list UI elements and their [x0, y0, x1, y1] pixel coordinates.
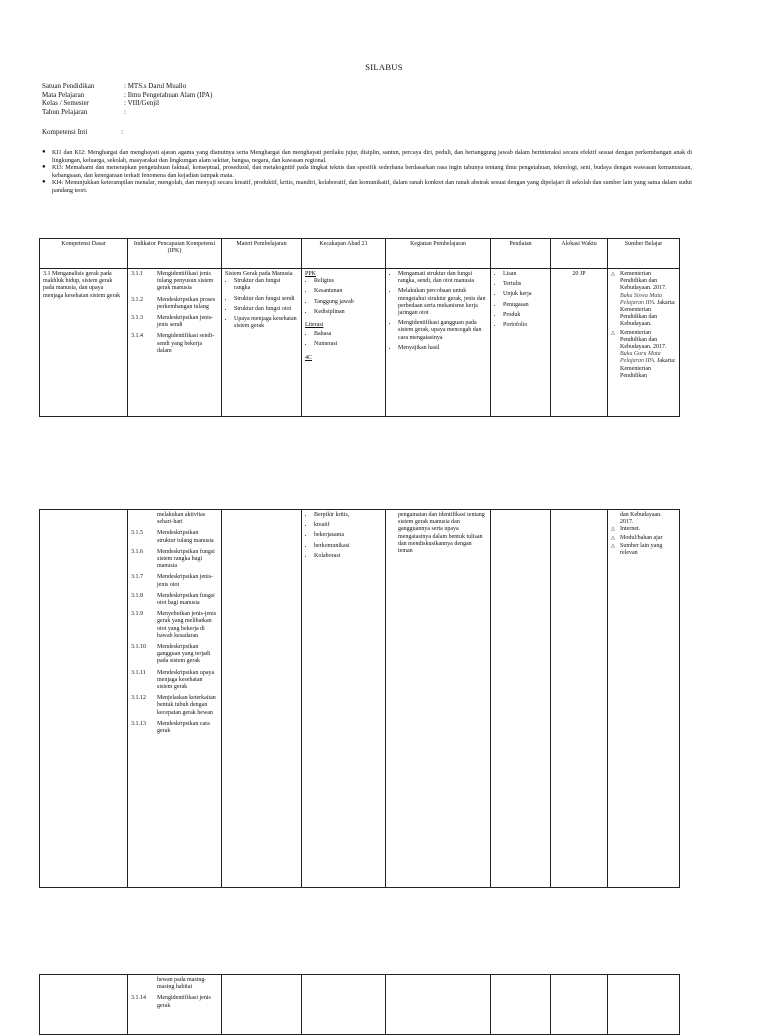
ipk-text: Mendeskripsikan proses perkembangan tulang: [157, 296, 216, 310]
ipk-text: Mendeskripsikan upaya menjaga kesehatan sistem gerak: [157, 669, 215, 691]
kegiatan-cell: [386, 510, 491, 888]
penilaian-list: [494, 271, 547, 329]
info-label: Satuan Pendidikan: [42, 82, 95, 90]
kecakapan-cell: [302, 510, 386, 888]
list-item: • Berpikir kritis,: [314, 512, 382, 519]
source-text: Kementerian Pendidikan dan Kebudayaan. 2017.: [620, 329, 667, 351]
source-text: Kementerian Pendidikan dan Kebudayaan. 2017.: [620, 271, 667, 292]
list-item: • Bahasa: [314, 331, 382, 338]
list-item: • Tertulis: [503, 281, 547, 288]
bullet-icon: ●: [42, 149, 46, 155]
bullet-icon: ●: [42, 179, 46, 186]
list-item: • Struktur dan fungsi sendi: [234, 296, 298, 303]
ki-item: [42, 179, 692, 194]
kd-cell: [40, 975, 128, 1035]
ipk-number: 3.1.2: [131, 296, 143, 303]
source-title: Buku Siswa Mata Pelajaran IPA.: [620, 292, 662, 306]
ipk-continuation: melakukan aktivitas sehari-hari: [157, 512, 206, 526]
ipk-number: 3.1.10: [131, 644, 146, 651]
sumber-cell: [608, 510, 680, 888]
ipk-item: [131, 549, 218, 571]
list-item: • Struktur dan fungsi otot: [234, 306, 298, 313]
penilaian-cell: [491, 510, 551, 888]
ipk-cell: [128, 510, 222, 888]
kecakapan-cell: [302, 269, 386, 417]
source-publisher: Jakarta: Kementerian Pendidikan: [620, 358, 676, 379]
kecakapan-cell: [302, 975, 386, 1035]
ipk-number: 3.1.11: [131, 669, 146, 676]
header-penilaian: Penilaian: [491, 239, 551, 269]
literasi-list: [305, 331, 382, 348]
list-item: • Numerasi: [314, 341, 382, 348]
info-value: : Ilmu Pengetahuan Alam (IPA): [124, 90, 213, 99]
ipk-cell: [128, 975, 222, 1035]
ipk-item: [131, 721, 218, 735]
ipk-text: Mendeskripsikan fungsi sistem rangka bagi manusia: [157, 548, 215, 570]
ipk-number: 3.1.1: [131, 271, 143, 277]
waktu-cell: [551, 510, 608, 888]
list-item: △ Sumber lain yang relevan: [620, 543, 676, 557]
list-item: [620, 271, 676, 329]
table-row: [40, 269, 680, 417]
literasi-title: Literasi: [305, 322, 324, 329]
list-item: • Lisan: [503, 271, 547, 278]
list-item: • berkomunikasi: [314, 543, 382, 550]
ipk-text: Mengidentifikasi sendi-sendi yang bekerja dalam: [157, 333, 215, 354]
ipk-item: [131, 333, 218, 355]
header-ipk: Indikator Pencapaian Kompetensi (IPK): [128, 239, 222, 269]
header-kecakapan: Kecakapan Abad 21: [302, 239, 386, 269]
ipk-number: 3.1.5: [131, 530, 143, 537]
ipk-text: Mendeskripsikan jenis-jenis sendi: [157, 315, 214, 329]
list-item: • bekerjasama: [314, 532, 382, 539]
ipk-number: 3.1.8: [131, 592, 143, 599]
ki-list: [42, 149, 692, 195]
ipk-number: 3.1.9: [131, 611, 143, 618]
list-item: • Kesantunan: [314, 288, 382, 295]
sumber-list: [611, 271, 676, 380]
ki-item-text: KI1 dan KI2: Menghargai dan menghayati ajaran agama yang dianutnya serta Menghargai dan menghayati perilaku jujur, disiplin, santun, percaya diri, peduli, dan bertanggung jawab dalam berinteraksi secara efektif sesuai dengan perkembangan anak di lingkungan, keluarga, sekolah, masyarakat dan lingkungan alam sekitar, bangsa, negara, dan kawasan regional.: [52, 149, 692, 164]
ipk-continuation: hewan pada masing-masing habitat: [157, 977, 207, 991]
ki-item: [42, 149, 692, 164]
header-kd: Kompetensi Dasar: [40, 239, 128, 269]
list-item: • Religius: [314, 278, 382, 285]
ki-heading-colon: :: [121, 128, 124, 136]
ipk-number: 3.1.7: [131, 574, 143, 581]
page-title: SILABUS: [365, 62, 403, 72]
list-item: • Kolaborasi: [314, 553, 382, 560]
ppk-title: PPK: [305, 271, 317, 277]
list-item: • Upaya menjaga kesehatan sistem gerak: [234, 316, 298, 330]
ipk-text: Mendeskripsikan struktur tulang manusia: [157, 530, 214, 544]
list-item: • Mengamati struktur dan fungsi rangka, sendi, dan otot manusia: [398, 271, 487, 285]
ipk-item: [131, 670, 218, 692]
ipk-number: 3.1.3: [131, 315, 143, 322]
c4-list: [305, 512, 382, 560]
ipk-text: Menyebutkan jenis-jenis gerak yang melibatkan otot yang bekerja di bawah kesadaran: [157, 611, 217, 639]
ipk-item: [131, 574, 218, 588]
kd-cell: [40, 510, 128, 888]
syllabus-table-continued-2: [39, 974, 680, 1035]
ipk-text: Mengidentifikasi jenis tulang penyusun sistem gerak manusia: [157, 271, 214, 292]
penilaian-cell: [491, 975, 551, 1035]
ipk-item: [131, 995, 218, 1009]
waktu-cell: 20 JP: [551, 269, 608, 417]
c4-title: 4C: [305, 354, 313, 361]
table-header-row: [40, 239, 680, 269]
penilaian-cell: [491, 269, 551, 417]
list-item: • Menyajikan hasil: [398, 345, 487, 352]
info-value: : VIII/Genjil: [124, 99, 160, 108]
waktu-cell: [551, 975, 608, 1035]
list-item: △ Internet.: [620, 526, 676, 533]
bullet-icon: ●: [42, 164, 46, 171]
list-item: • Mengidentifikasi gangguan pada sistem gerak, upaya mencegah dan cara mengatasinya: [398, 320, 487, 342]
info-label: Tahun Pelajaran: [42, 107, 88, 116]
ki-item: [42, 164, 692, 179]
ipk-number: 3.1.4: [131, 333, 143, 340]
ipk-text: Mendeskripsikan fungsi otot bagi manusia: [157, 592, 215, 607]
kegiatan-list: [389, 271, 487, 352]
source-title: Buku Guru Mata Pelajaran IPA.: [620, 351, 661, 365]
ipk-text: Mendeskripsikan gangguan yang terjadi pada sistem gerak: [157, 644, 211, 665]
ipk-item: [131, 611, 218, 640]
materi-title: Sistem Gerak pada Manusia: [225, 271, 293, 277]
syllabus-table: [39, 238, 680, 417]
info-row-subject: [42, 91, 212, 100]
list-item: • Struktur dan fungsi rangka: [234, 278, 298, 292]
info-value: :: [124, 107, 126, 116]
ipk-item: [131, 315, 218, 329]
ipk-number: 3.1.6: [131, 548, 143, 555]
ppk-list: [305, 278, 382, 316]
ki-heading-label: Kompetensi Inti: [42, 128, 88, 136]
ipk-item: [131, 644, 218, 666]
sumber-cell: [608, 269, 680, 417]
list-item: • Portofolio: [503, 322, 547, 329]
materi-cell: [222, 975, 302, 1035]
header-waktu: Alokasi Waktu: [551, 239, 608, 269]
sumber-continuation: dan Kebudayaan. 2017.: [620, 512, 662, 526]
list-item: △ Modul/bahan ajar: [620, 535, 676, 542]
source-publisher: Jakarta: Kementerian Pendidikan dan Kebudayaan.: [620, 299, 676, 328]
header-materi: Materi Pembelajaran: [222, 239, 302, 269]
sumber-list: [611, 526, 676, 557]
ki-item-text: KI3: Memahami dan menerapkan pengetahuan faktual, konseptual, prosedural, dan metakognitif pada tingkat teknis dan spesifik sederhana berdasarkan rasa ingin tahunya tentang ilmu pengetahuan, teknologi, seni, budaya dengan wawasan kemanusiaan, kebangsaan, dan kenegaraan terkait fenomena dan kejadian tampak mata.: [52, 164, 692, 179]
materi-list: [225, 278, 298, 330]
sumber-cell: [608, 975, 680, 1035]
list-item: [620, 330, 676, 380]
materi-cell: [222, 510, 302, 888]
list-item: • Kedisiplinan: [314, 309, 382, 316]
ipk-item: [131, 530, 218, 544]
ki-item-text: KI4: Menunjukkan keterampilan menalar, mengolah, dan menyaji secara kreatif, produktif, kritis, mandiri, kolaboratif, dan komunikatif, dalam ranah konkret dan ranah abstrak sesuai dengan yang dipelajari di sekolah dan sumber lain yang sama dalam sudut pandang teori.: [52, 179, 692, 194]
info-value: : MTS.s Darul Muallo: [124, 82, 187, 90]
kegiatan-cell: [386, 269, 491, 417]
list-item: • Tanggung jawab: [314, 299, 382, 306]
ipk-number: 3.1.14: [131, 995, 146, 1002]
ipk-item: [131, 695, 218, 717]
table-row: [40, 975, 680, 1035]
kd-cell: 3.1 Menganalisis gerak pada makhluk hidup, sistem gerak pada manusia, dan upaya menjaga kesehatan sistem gerak: [40, 269, 128, 417]
info-row-school: [42, 82, 212, 91]
list-item: • Melakukan percobaan untuk mengetahui struktur gerak, jenis dan perbedaan serta mekanisme kerja jaringan otot: [398, 288, 487, 317]
ipk-item: [131, 593, 218, 607]
ipk-number: 3.1.13: [131, 720, 146, 727]
syllabus-table-continued: [39, 509, 680, 888]
list-item: • kreatif: [314, 522, 382, 529]
kegiatan-cell: [386, 975, 491, 1035]
ipk-text: Menjelaskan keterkaitan bentuk tubuh dengan kecepatan gerak hewan: [157, 695, 216, 716]
list-item: • Unjuk kerja: [503, 291, 547, 298]
ipk-number: 3.1.12: [131, 695, 146, 702]
ipk-text: Mendeskripsikan jenis-jenis otot: [157, 574, 214, 588]
info-row-year: [42, 108, 212, 117]
info-label: Kelas / Semester: [42, 99, 90, 108]
info-label: Mata Pelajaran: [42, 90, 85, 99]
ipk-item: [131, 297, 218, 311]
list-item: • Produk: [503, 312, 547, 319]
ipk-text: Mengidentifikasi jenis gerak: [157, 995, 211, 1009]
kegiatan-continuation: pengamatan dan identifikasi tentang sistem gerak manusia dan gangguannya serta upaya mengatasinya dalam bentuk tulisan dan mendiskusikannya dengan teman: [398, 512, 485, 555]
materi-cell: [222, 269, 302, 417]
list-item: • Penugasan: [503, 302, 547, 309]
ki-heading: [42, 128, 123, 136]
header-kegiatan: Kegiatan Pembelajaran: [386, 239, 491, 269]
table-row: [40, 510, 680, 888]
info-row-class: [42, 99, 212, 108]
header-sumber: Sumber Belajar: [608, 239, 680, 269]
ipk-text: Mendeskripsikan cara gerak: [157, 720, 210, 735]
identity-block: [42, 82, 212, 116]
ipk-item: [131, 271, 218, 293]
ipk-cell: [128, 269, 222, 417]
